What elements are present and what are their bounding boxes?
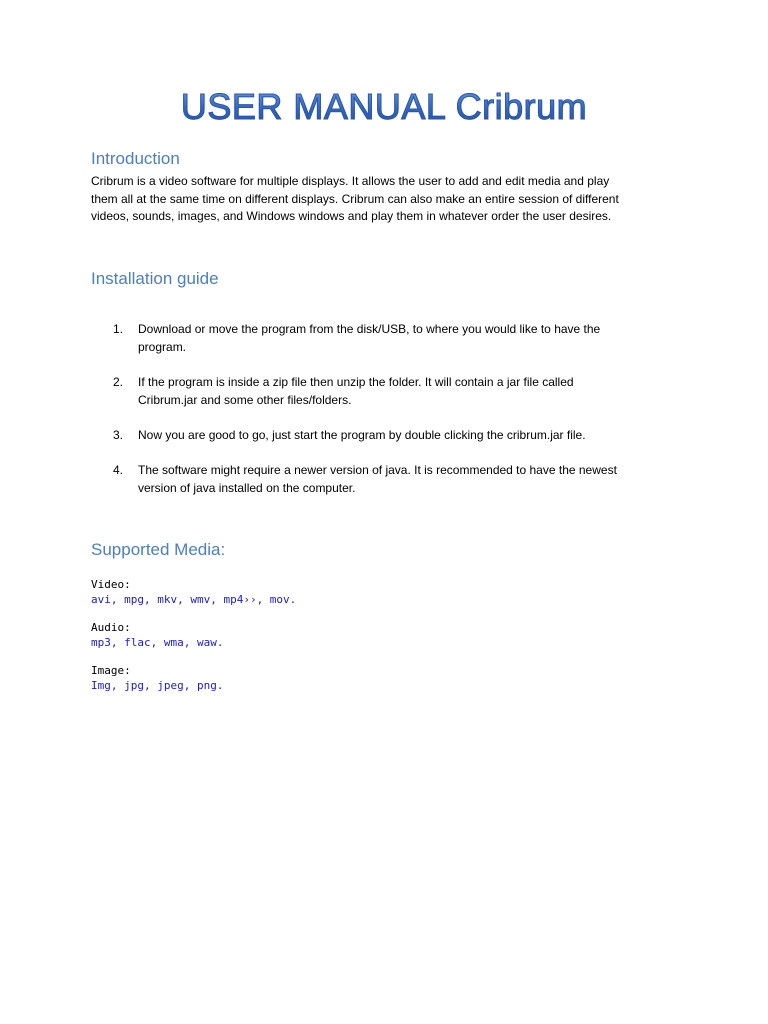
step-number: 1. bbox=[113, 322, 124, 336]
supported-media-heading: Supported Media: bbox=[91, 540, 226, 559]
video-formats: avi, mpg, mkv, wmv, mp4››, mov. bbox=[91, 593, 297, 606]
video-label: Video: bbox=[91, 578, 131, 591]
step-text bbox=[138, 461, 673, 497]
installation-step bbox=[113, 426, 673, 444]
step-line: If the program is inside a zip file then unzip the folder. It will contain a jar file called bbox=[138, 375, 574, 389]
step-line: program. bbox=[138, 340, 187, 354]
installation-heading: Installation guide bbox=[91, 269, 219, 288]
step-text bbox=[138, 426, 673, 444]
introduction-paragraph bbox=[91, 173, 681, 226]
document-title: USER MANUAL Cribrum bbox=[180, 86, 588, 127]
step-text bbox=[138, 320, 673, 356]
step-text bbox=[138, 373, 673, 409]
step-line: version of java installed on the computer. bbox=[138, 481, 356, 495]
introduction-line: them all at the same time on different displays. Cribrum can also make an entire session of different bbox=[91, 191, 619, 206]
installation-step bbox=[113, 320, 673, 356]
title-container bbox=[0, 86, 768, 128]
step-number: 4. bbox=[113, 463, 124, 477]
step-line: Download or move the program from the disk/USB, to where you would like to have the bbox=[138, 322, 601, 336]
image-label: Image: bbox=[91, 664, 131, 677]
step-number: 3. bbox=[113, 428, 124, 442]
introduction-heading: Introduction bbox=[91, 149, 180, 168]
audio-formats: mp3, flac, wma, waw. bbox=[91, 636, 224, 649]
image-formats: Img, jpg, jpeg, png. bbox=[91, 679, 224, 692]
step-number: 2. bbox=[113, 375, 124, 389]
title-reflection bbox=[0, 126, 768, 136]
installation-step bbox=[113, 461, 673, 497]
step-line: The software might require a newer version of java. It is recommended to have the newest bbox=[138, 463, 617, 477]
introduction-line: Cribrum is a video software for multiple displays. It allows the user to add and edit media and play bbox=[91, 174, 610, 188]
step-line: Cribrum.jar and some other files/folders. bbox=[138, 393, 352, 407]
introduction-line: videos, sounds, images, and Windows windows and play them in whatever order the user desires. bbox=[91, 209, 612, 223]
installation-step bbox=[113, 373, 673, 409]
step-line: Now you are good to go, just start the program by double clicking the cribrum.jar file. bbox=[138, 428, 586, 442]
audio-label: Audio: bbox=[91, 621, 131, 634]
